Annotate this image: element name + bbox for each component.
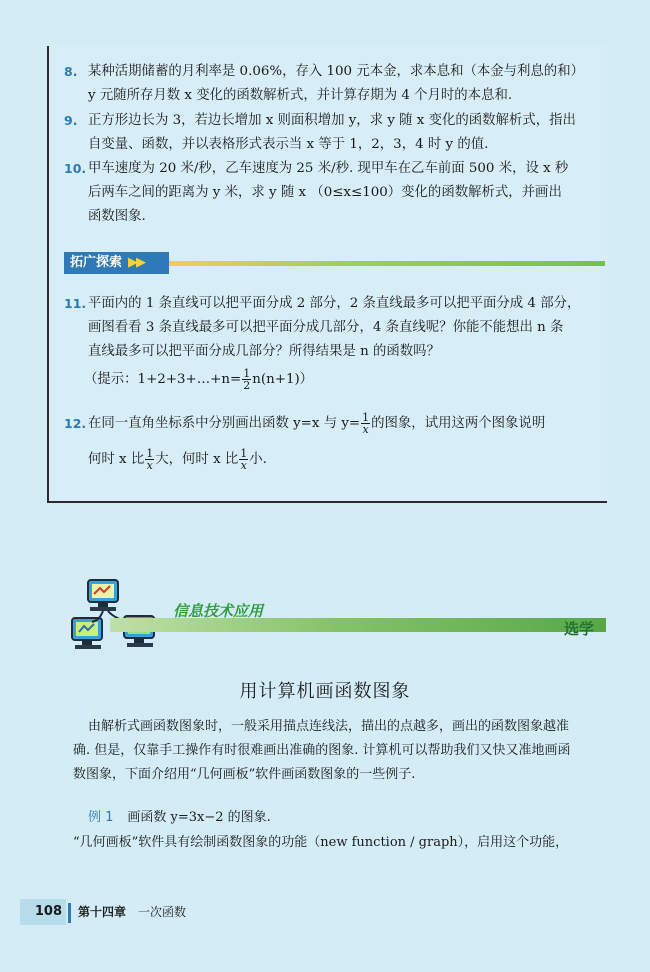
problem-line: 函数图象. bbox=[88, 209, 146, 224]
fraction-1-over-x bbox=[145, 448, 154, 471]
example-text: 画函数 y=3x−2 的图象. bbox=[127, 810, 271, 825]
problem-text: 的图象，试用这两个图象说明 bbox=[371, 416, 546, 431]
chapter-title: 一次函数 bbox=[138, 905, 187, 919]
extension-header bbox=[64, 252, 605, 274]
fraction-numerator: 1 bbox=[146, 447, 154, 460]
problem-line bbox=[64, 412, 604, 436]
problem-number: 10. bbox=[64, 161, 87, 176]
problem-line: 甲车速度为 20 米/秒，乙车速度为 25 米/秒. 现甲车在乙车前面 500 米，设 x 秒 bbox=[88, 161, 569, 176]
info-tech-banner bbox=[110, 596, 606, 638]
problem-line: 平面内的 1 条直线可以把平面分成 2 部分，2 条直线最多可以把平面分成 4 部分， bbox=[88, 296, 581, 311]
section-title: 用计算机画函数图象 bbox=[239, 681, 411, 702]
chapter-number: 第十四章 bbox=[78, 905, 127, 919]
chapter-label bbox=[78, 899, 186, 925]
fraction-numerator: 1 bbox=[240, 447, 248, 460]
paragraph-line: 由解析式画函数图象时，一般采用描点连线法，描出的点越多，画出的函数图象越准 bbox=[88, 719, 570, 734]
problem-10 bbox=[64, 157, 604, 229]
fraction-denominator: x bbox=[146, 459, 153, 472]
page-number: 108 bbox=[20, 899, 66, 925]
problem-number: 12. bbox=[64, 416, 87, 431]
fraction-1-over-x bbox=[361, 412, 370, 435]
problem-line: 直线最多可以把平面分成几部分？所得结果是 n 的函数吗？ bbox=[88, 344, 440, 359]
hint-line bbox=[64, 368, 604, 392]
problem-line: 后两车之间的距离为 y 米，求 y 随 x （0≤x≤100）变化的函数解析式，并画出 bbox=[88, 185, 562, 200]
problem-line: 自变量、函数，并以表格形式表示当 x 等于 1，2，3，4 时 y 的值. bbox=[88, 137, 489, 152]
problem-number: 11. bbox=[64, 296, 87, 311]
extension-tag bbox=[64, 252, 169, 274]
paragraph-line: 确. 但是，仅靠手工操作有时很难画出准确的图象. 计算机可以帮助我们又快又准地画函 bbox=[73, 743, 571, 758]
fraction-denominator: x bbox=[240, 459, 247, 472]
problem-line: y 元随所存月数 x 变化的函数解析式，并计算存期为 4 个月时的本息和. bbox=[88, 88, 513, 103]
problem-text: 在同一直角坐标系中分别画出函数 y=x 与 y= bbox=[88, 416, 361, 431]
arrow-right-icon: ▶▶ bbox=[128, 255, 145, 270]
problem-text: 何时 x 比 bbox=[88, 452, 145, 467]
problem-line bbox=[64, 448, 604, 472]
intro-paragraph bbox=[73, 715, 608, 787]
problem-text: 小. bbox=[249, 452, 267, 467]
problem-line: 正方形边长为 3，若边长增加 x 则面积增加 y，求 y 随 x 变化的函数解析式，指出 bbox=[88, 113, 576, 128]
extension-label: 拓广探索 bbox=[70, 255, 123, 270]
hint-suffix: n(n+1)） bbox=[252, 372, 314, 387]
problem-text: 大，何时 x 比 bbox=[155, 452, 239, 467]
hint-fraction bbox=[242, 368, 251, 391]
fraction-denominator: 2 bbox=[243, 379, 251, 392]
problem-number: 8. bbox=[64, 64, 78, 79]
example-label: 例 1 bbox=[88, 810, 114, 825]
problem-number: 9. bbox=[64, 113, 78, 128]
page-footer bbox=[20, 899, 187, 925]
fraction-numerator: 1 bbox=[243, 367, 251, 380]
paragraph-line: “几何画板”软件具有绘制函数图象的功能（new function / graph），启用这个功能， bbox=[73, 835, 569, 850]
banner-title: 信息技术应用 bbox=[173, 602, 264, 620]
problem-line: 某种活期储蓄的月利率是 0.06%，存入 100 元本金，求本息和（本金与利息的和） bbox=[88, 64, 584, 79]
extension-rule bbox=[169, 261, 605, 266]
example-1 bbox=[88, 806, 271, 825]
paragraph-line: 数图象，下面介绍用“几何画板”软件画函数图象的一些例子. bbox=[73, 767, 416, 782]
problem-12 bbox=[64, 412, 604, 472]
problem-9 bbox=[64, 109, 604, 157]
problem-11 bbox=[64, 292, 604, 392]
footer-divider bbox=[68, 903, 71, 923]
hint-prefix: （提示：1+2+3+…+n= bbox=[84, 372, 242, 387]
problem-line: 画图看看 3 条直线最多可以把平面分成几部分，4 条直线呢？你能不能想出 n 条 bbox=[88, 320, 564, 335]
problem-8 bbox=[64, 60, 604, 108]
fraction-denominator: x bbox=[362, 423, 369, 436]
elective-label: 选学 bbox=[563, 620, 594, 638]
fraction-1-over-x bbox=[239, 448, 248, 471]
fraction-numerator: 1 bbox=[362, 411, 370, 424]
